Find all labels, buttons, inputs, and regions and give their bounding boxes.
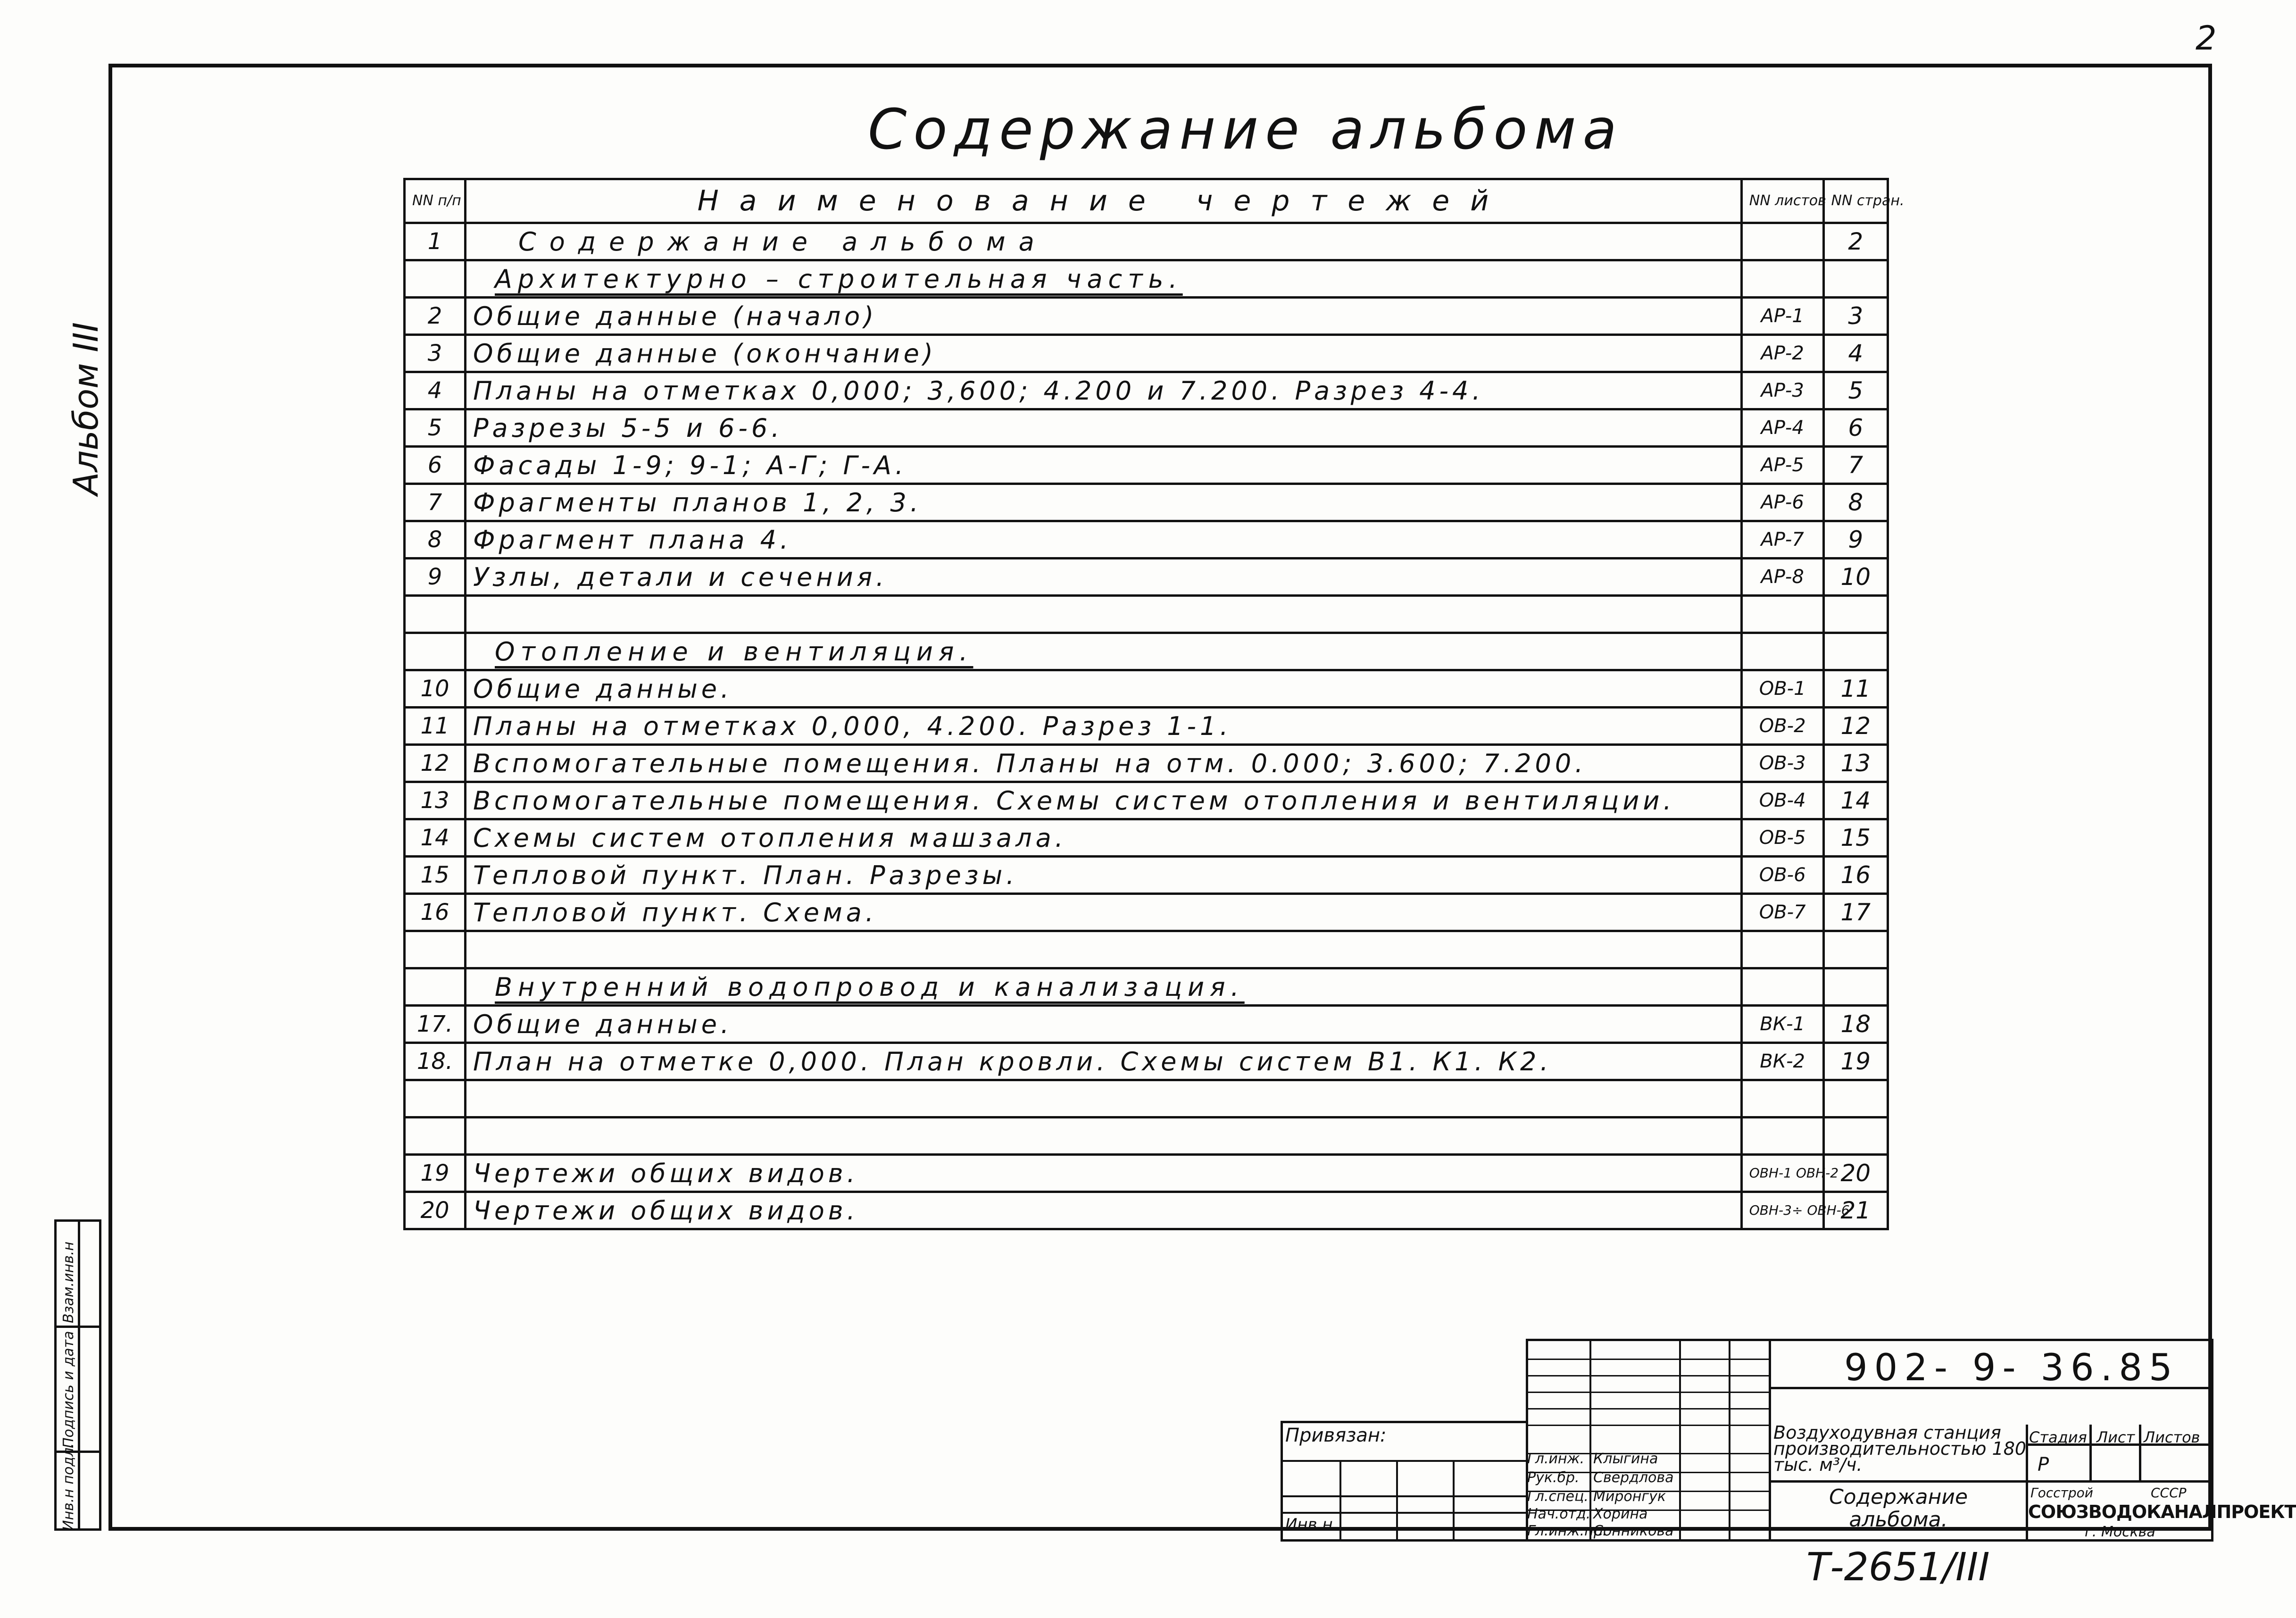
table-row [405,559,1888,596]
left-stamp-sign: Подпись и дата [60,1331,77,1448]
row-sheet: ОВН-3÷ ОВН-6 [1741,1192,1823,1229]
row-sheet: ВК-2 [1741,1043,1823,1080]
row-number: 18. [405,1043,466,1080]
row-number: 2 [405,298,466,335]
row-page: 6 [1823,409,1888,447]
org-name: СОЮЗВОДОКАНАЛПРОЕКТ [2028,1501,2296,1522]
name-3: Миронгук [1593,1488,1666,1505]
table-row [405,670,1888,708]
table-row [405,447,1888,484]
row-name: Чертежи общих видов. [465,1192,1741,1229]
stage-label: Стадия [2029,1428,2087,1446]
table-row [405,484,1888,521]
row-name: Вспомогательные помещения. Схемы систем отопления и вентиляции. [465,782,1741,819]
table-row [405,521,1888,559]
row-name [465,1080,1741,1118]
row-sheet [1741,968,1823,1006]
row-name: Фрагменты планов 1, 2, 3. [465,484,1741,521]
table-row [405,223,1888,260]
row-name [465,1118,1741,1155]
row-number: 9 [405,559,466,596]
row-number: 3 [405,335,466,372]
table-row [405,1192,1888,1229]
role-4: Нач.отд. [1527,1506,1591,1522]
table-row [405,894,1888,931]
row-page: 8 [1823,484,1888,521]
row-name: Чертежи общих видов. [465,1155,1741,1192]
row-page: 16 [1823,857,1888,894]
row-page: 17 [1823,894,1888,931]
row-name: Фасады 1-9; 9-1; А-Г; Г-А. [465,447,1741,484]
row-sheet [1741,596,1823,633]
row-name: Схемы систем отопления машзала. [465,819,1741,857]
section-title [465,260,1741,298]
section-row [405,260,1888,298]
privyazan-label: Привязан: [1285,1425,1387,1446]
row-number: 10 [405,670,466,708]
table-row [405,298,1888,335]
row-name [465,931,1741,968]
row-name: Фрагмент плана 4. [465,521,1741,559]
row-sheet: АР-7 [1741,521,1823,559]
section-row [405,633,1888,670]
row-sheet: ОВ-3 [1741,745,1823,782]
row-page [1823,931,1888,968]
row-name: Вспомогательные помещения. Планы на отм. 0.000; 3.600; 7.200. [465,745,1741,782]
row-sheet: ОВ-1 [1741,670,1823,708]
row-page: 13 [1823,745,1888,782]
row-number [405,968,466,1006]
blank-row [405,1118,1888,1155]
row-page [1823,1118,1888,1155]
row-name: Узлы, детали и сечения. [465,559,1741,596]
row-number: 15 [405,857,466,894]
section-row [405,968,1888,1006]
row-sheet: ОВН-1 ОВН-2 [1741,1155,1823,1192]
row-page [1823,968,1888,1006]
blank-row [405,1080,1888,1118]
row-page: 15 [1823,819,1888,857]
row-sheet: ОВ-2 [1741,708,1823,745]
inv-label: Инв.н [1285,1515,1333,1534]
blank-row [405,596,1888,633]
row-name: Планы на отметках 0,000, 4.200. Разрез 1-1. [465,708,1741,745]
row-sheet: АР-3 [1741,372,1823,409]
stage-value: Р [2038,1454,2049,1476]
org-city: г. Москва [2085,1524,2155,1540]
row-number [405,260,466,298]
row-page: 5 [1823,372,1888,409]
sheets-label: Листов [2144,1428,2200,1446]
blank-row [405,931,1888,968]
row-number [405,931,466,968]
role-1: Гл.инж. [1527,1451,1585,1467]
row-page: 4 [1823,335,1888,372]
row-number: 13 [405,782,466,819]
row-sheet [1741,1118,1823,1155]
row-sheet [1741,931,1823,968]
table-row [405,409,1888,447]
row-sheet: АР-8 [1741,559,1823,596]
row-sheet: ОВ-6 [1741,857,1823,894]
role-3: Гл.спец. [1527,1488,1589,1505]
role-2: Рук.бр. [1527,1469,1580,1486]
row-sheet [1741,223,1823,260]
row-sheet: АР-6 [1741,484,1823,521]
archive-code: Т-2651/III [1806,1545,1990,1590]
org-line1: Госстрой [2030,1485,2093,1501]
row-name: Общие данные (начало) [465,298,1741,335]
row-page: 7 [1823,447,1888,484]
org-line2: СССР [2151,1485,2187,1501]
name-1: Клыгина [1593,1451,1658,1467]
role-5: Гл.инж.пр. [1527,1523,1607,1539]
row-number: 11 [405,708,466,745]
row-number [405,596,466,633]
table-row [405,372,1888,409]
row-sheet: ОВ-7 [1741,894,1823,931]
name-2: Свердлова [1593,1469,1674,1486]
table-row [405,708,1888,745]
row-number: 17. [405,1006,466,1043]
row-page: 19 [1823,1043,1888,1080]
page-title: Содержание альбома [868,97,1623,162]
section-title [465,633,1741,670]
row-name [465,596,1741,633]
row-sheet: АР-2 [1741,335,1823,372]
row-sheet: ОВ-4 [1741,782,1823,819]
row-name: Общие данные. [465,1006,1741,1043]
row-page: 20 [1823,1155,1888,1192]
row-number: 20 [405,1192,466,1229]
table-row [405,782,1888,819]
header-sheet: NN листов [1741,179,1823,223]
section-title-text: Архитектурно – строительная часть. [494,264,1183,294]
row-page [1823,260,1888,298]
left-stamp-inv: Инв.н подл. [60,1443,77,1531]
row-number: 8 [405,521,466,559]
row-name: Общие данные (окончание) [465,335,1741,372]
row-page: 18 [1823,1006,1888,1043]
row-number: 12 [405,745,466,782]
row-page: 9 [1823,521,1888,559]
row-name: План на отметке 0,000. План кровли. Схемы систем В1. К1. К2. [465,1043,1741,1080]
drawing-code: 902- 9- 36.85 [1844,1347,2179,1389]
table-row [405,335,1888,372]
object-name: Воздуходувная станция производительностью 180 тыс. м³/ч. [1773,1422,2027,1475]
sheet-number: 2 [2196,19,2217,58]
row-sheet: АР-5 [1741,447,1823,484]
row-number: 19 [405,1155,466,1192]
row-page: 3 [1823,298,1888,335]
row-sheet: ОВ-5 [1741,819,1823,857]
row-name: Планы на отметках 0,000; 3,600; 4.200 и 7.200. Разрез 4-4. [465,372,1741,409]
sheet-label: Лист [2096,1428,2135,1446]
row-number: 4 [405,372,466,409]
row-sheet [1741,260,1823,298]
left-stamp-replace: Взам.инв.н [60,1241,77,1323]
row-page [1823,1080,1888,1118]
row-number [405,633,466,670]
row-number: 14 [405,819,466,857]
row-page: 10 [1823,559,1888,596]
table-row [405,1155,1888,1192]
section-title [465,968,1741,1006]
row-page: 2 [1823,223,1888,260]
header-name: Наименование чертежей [465,179,1741,223]
table-row [405,745,1888,782]
row-name: Общие данные. [465,670,1741,708]
row-number: 16 [405,894,466,931]
table-header [405,179,1888,223]
row-page [1823,596,1888,633]
section-title-text: Отопление и вентиляция. [494,636,973,667]
name-5: Сонникова [1593,1523,1674,1539]
section-title-text: Внутренний водопровод и канализация. [494,972,1245,1002]
row-name: Содержание альбома [465,223,1741,260]
table-row [405,857,1888,894]
left-margin-stamp [54,1219,101,1531]
row-number [405,1118,466,1155]
row-number: 1 [405,223,466,260]
header-num: NN п/п [405,179,466,223]
row-page [1823,633,1888,670]
row-sheet: АР-1 [1741,298,1823,335]
contents-table [403,178,1905,1230]
row-page: 21 [1823,1192,1888,1229]
row-page: 14 [1823,782,1888,819]
row-number: 7 [405,484,466,521]
name-4: Хорина [1593,1506,1648,1522]
row-sheet [1741,1080,1823,1118]
row-number: 6 [405,447,466,484]
table-row [405,1043,1888,1080]
row-sheet: АР-4 [1741,409,1823,447]
row-number: 5 [405,409,466,447]
row-page: 11 [1823,670,1888,708]
drawing-name: Содержание альбома. [1829,1485,1968,1532]
row-page: 12 [1823,708,1888,745]
row-sheet: ВК-1 [1741,1006,1823,1043]
row-name: Тепловой пункт. Схема. [465,894,1741,931]
row-name: Разрезы 5-5 и 6-6. [465,409,1741,447]
table-row [405,819,1888,857]
row-name: Тепловой пункт. План. Разрезы. [465,857,1741,894]
row-sheet [1741,633,1823,670]
table-row [405,1006,1888,1043]
album-label: Альбом III [66,322,106,495]
header-page: NN стран. [1823,179,1888,223]
row-number [405,1080,466,1118]
